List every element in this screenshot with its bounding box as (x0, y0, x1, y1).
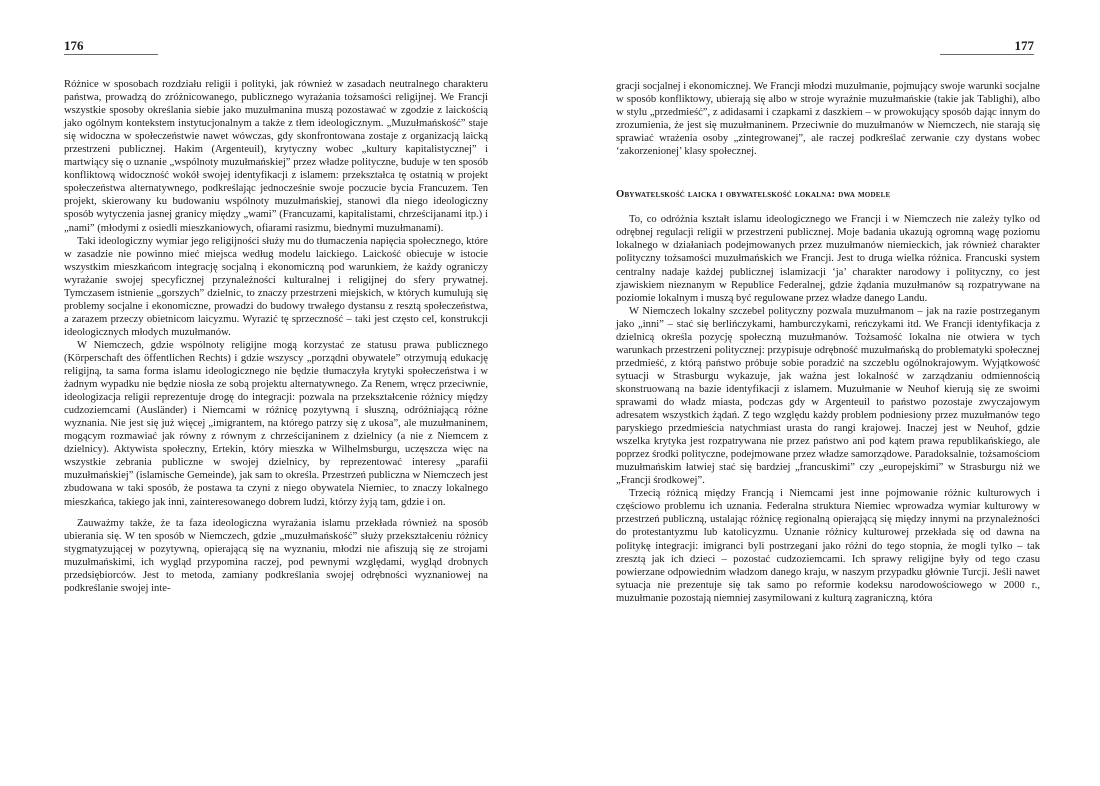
header-rule-left (64, 54, 158, 55)
page-number-left: 176 (64, 38, 84, 53)
paragraph: W Niemczech, gdzie wspólnoty religijne mogą korzystać ze statusu prawa publicznego (Körperschaft des öffentlichen Rechts) i gdzie wszyscy „porządni obywatele” otrzymują edukację religijną, ta sama forma islamu ideologicznego nie będzie tłumaczyła krytyki społeczeństwa i w żadnym wypadku nie będzie niosła ze sobą projektu alternatywnego. Za Renem, wręcz przeciwnie, ideologizacja religii reprezentuje drogę do integracji: pozwala na przekształcenie różnicy między cudzoziemcami (Ausländer) i Niemcami w różnicę pozytywną i słuszną, odróżniającą różne wyznania. Nie jest się już więcej „imigrantem, na którego patrzy się z ukosa”, ale muzułmaninem, mogącym rozmawiać jak równy z równym z chrześcijaninem z dzielnicy (a nie z Niemcem z dzielnicy). Aktywista społeczny, Ertekin, który mieszka w Wilhelmsburgu, uczęszcza więc na wszystkie zebrania publiczne w swojej dzielnicy, by reprezentować interesy „parafii muzułmańskiej” (islamische Gemeinde), jak sam to określa. Przestrzeń publiczna w Niemczech jest zbudowana w taki sposób, że postawa ta czyni z niego obywatela Niemiec, to znaczy lokalnego mieszkańca, takiego jak inni, zainteresowanego dobrem ludzi, którzy żyją tam, gdzie i on. (64, 339, 488, 508)
section-heading: Obywatelskość laicka i obywatelskość lokalna: dwa modele (616, 189, 891, 201)
paragraph: Taki ideologiczny wymiar jego religijności służy mu do tłumaczenia napięcia społecznego, które w zasadzie nie powinno mieć miejsca według modelu laickiego. Laickość obiecuje w istocie wszystkim mieszkańcom integrację socjalną i ekonomiczną pod warunkiem, że każdy ograniczy wyrażanie swojej specyficznej przynależności kulturalnej i religijnej do sfery prywatnej. Tymczasem istnienie „gorszych” dzielnic, to znaczy przestrzeni miejskich, w których kumulują się problemy socjalne i ekonomiczne, prowadzi do budowy trwałego dystansu z resztą społeczeństwa, a zarazem przeczy obietnicom laicyzmu. Wyrazić tę sprzeczność – taki jest często cel, konstrukcji ideologicznych młodych muzułmanów. (64, 235, 488, 338)
left-text-column (64, 78, 488, 595)
paragraph: W Niemczech lokalny szczebel polityczny pozwala muzułmanom – jak na razie postrzeganym jako „inni” – stać się berlińczykami, hamburczykami, reńczykami itd. We Francji identyfikacja z dzielnicą określa pozycję społeczną muzułmanów. Tożsamość lokalna nie otwiera w tych warunkach przestrzeni politycznej: przypisuje odrębność muzułmańską do problematyki społecznej przedmieść, z którą państwo próbuje sobie poradzić na szczeblu ogólnokrajowym. Wyjątkowość sytuacji w Strasburgu wykazuje, jak ważna jest lokalność w zarządzaniu odmiennością skonstruowaną na bazie identyfikacji z islamem. Muzułmanie w Neuhof kierują się ze swoimi sprawami do władz miasta, podczas gdy w Argenteuil to państwo pozostaje zwyczajowym adresatem wszystkich żądań. Z tego względu każdy problem podniesiony przez muzułmanów tego paryskiego przedmieścia natychmiast urasta do rangi krajowej. Inaczej jest w Neuhof, gdzie wszelka krytyka jest rozpatrywana nie przez państwo ani pod kątem prawa republikańskiego, ale poprzez środki polityczne, podejmowane przez władze samorządowe. Paradoksalnie, tożsamościom muzułmańskim łatwiej stać się bardziej „francuskimi” czy „europejskimi” w Strasburgu niż we „Francji środkowej”. (616, 305, 1040, 487)
right-text-column (616, 80, 1040, 605)
paragraph: Trzecią różnicą między Francją i Niemcami jest inne pojmowanie różnic kulturowych i częściowo problemu ich uznania. Federalna struktura Niemiec wprowadza wymiar kulturowy w przestrzeń publiczną, ustalając różnicę regionalną opierającą się między innymi na przynależności do protestantyzmu lub katolicyzmu. Uznanie różnicy kulturowej przekłada się od dawna na politykę integracji: imigranci byli postrzegani jako różni do tego stopnia, że mogli tylko – tak zresztą jak ich dzieci – pozostać cudzoziemcami. Ich sprawy religijne były od tego czasu powierzane odpowiednim władzom danego kraju, w naszym przypadku głównie Turcji. Jeśli nawet sytuacja nie prezentuje się tak samo po reformie kodeksu narodowościowego w 2000 r., muzułmanie pozostają niemniej zasymilowani z kulturą zagraniczną, która (616, 488, 1040, 604)
paragraph: Różnice w sposobach rozdziału religii i polityki, jak również w zasadach neutralnego charakteru państwa, prowadzą do zróżnicowanego, publicznego wyrażania tożsamości religijnej. We Francji wszystkie sposoby określania siebie jako muzułmanina muszą pozostawać w zgodzie z laickością jako ogólnym kontekstem instytucjonalnym a także z tłem ideologicznym. „Muzułmańskość” staje się widoczna w społeczeństwie nawet wówczas, gdy skonfrontowana zostaje z organizacją laicką przestrzeni publicznej. Hakim (Argenteuil), krytyczny wobec „kultury kapitalistycznej” i martwiący się o uznanie „wspólnoty muzułmańskiej” przez władze polityczne, buduje w ten sposób konfliktową widoczność wokół swojej identyfikacji z islamem: przekształca tę ostatnią w projekt społeczeństwa alternatywnego, podkreślając jednocześnie swoje poczucie bycia Francuzem. Ten projekt, skierowany ku budowaniu wspólnoty muzułmańskiej, stanowi dla niego ideologiczny sposób wytyczenia jasnej granicy między „wami” (Francuzami, kapitalistami, chrześcijanami itp.) i „nami” (młodymi z osiedli mieszkaniowych, ofiarami rasizmu, biednymi muzułmanami). (64, 79, 488, 234)
header-rule-right (940, 54, 1034, 55)
right-page (550, 0, 1100, 786)
paragraph: gracji socjalnej i ekonomicznej. We Francji młodzi muzułmanie, pojmujący swoje warunki socjalne w sposób konfliktowy, ubierają się albo w stroje wyraźnie muzułmańskie (takie jak Tablighi), albo w stylu „przedmieść”, z adidasami i czapkami z daszkiem – w prowokujący sposób dając innym do zrozumienia, że jest się muzułmaninem. Przeciwnie do muzułmanów w Niemczech, nie starają się sprawiać wrażenia osoby „zintegrowanej”, ale raczej podkreślać zerwanie czy dystans wobec ‘zakorzenionej’ klasy społecznej. (616, 81, 1040, 158)
paragraph: Zauważmy także, że ta faza ideologiczna wyrażania islamu przekłada również na sposób ubierania się. W ten sposób w Niemczech, gdzie „muzułmańskość” służy przekształceniu różnicy stygmatyzującej w pozytywną, opierającą się na wyznaniu, młodzi nie afiszują się ze strojami muzułmańskimi, ich wygląd przypomina raczej, pod pewnymi względami, wygląd drobnych przedsiębiorców. Jest to metoda, zamiany podkreślania swojej odrębności wyznaniowej na podkreślanie swojej inte- (64, 517, 488, 594)
paragraph: To, co odróżnia kształt islamu ideologicznego we Francji i w Niemczech nie zależy tylko od odrębnej regulacji religii w przestrzeni publicznej. Moje badania ukazują ogromną wagę poziomu lokalnego w działaniach podejmowanych przez muzułmanów niemieckich, jak również charakter polityczny tożsamości muzułmańskich we Francji. Jest to druga wielka różnica. Francuski system centralny nadaje każdej publicznej islamizacji ‘ja’ charakter narodowy i polityczny, co jest zjawiskiem nieznanym w Republice Federalnej, gdzie żądania muzułmanów są rozpatrywane na poziomie lokalnym i muszą być regulowane przez władze danego Landu. (616, 214, 1040, 304)
page-number-right: 177 (1014, 38, 1034, 53)
